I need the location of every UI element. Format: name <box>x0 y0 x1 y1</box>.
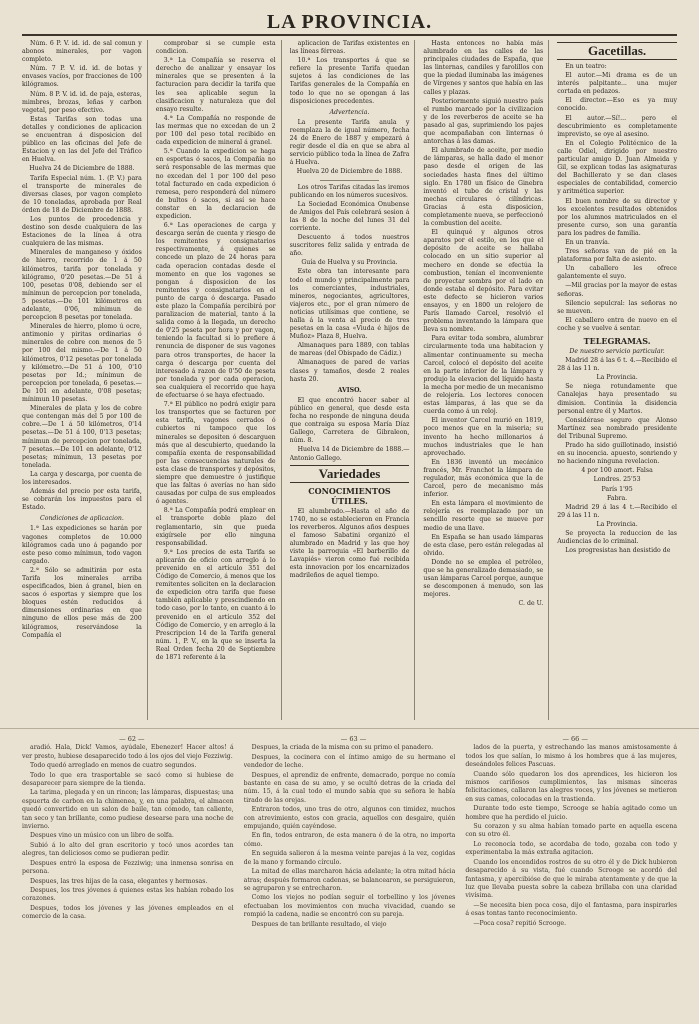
paragraph: Los progresistas han desistido de <box>565 547 671 555</box>
conditions-heading: Condiciones de aplicacion. <box>39 515 124 523</box>
paragraph: Despues, el aprendiz de enfrente, demacrado, porque no comía bastante en casa de su amo, y se ocultó detras de la criada del núm. 15, á la cual todo el mundo sabía que su señora le había tirado de las orejas. <box>243 771 456 804</box>
paragraph: Madrid 29 á las 4 t.—Recibido el 29 á las 11 n. <box>557 503 677 519</box>
paragraph: comprobar si se cumple esta condicion. <box>155 40 276 56</box>
paragraph: Despues, las tres hijas de la casa, elegantes y hermosas. <box>30 877 208 885</box>
paragraph: El buen nombre de su director y los excelentes resultados obtenidos por los alumnos matriculados en el presente curso, son una garantía para los padres de familia. <box>557 197 677 237</box>
paragraph: —Poca cosa? repitió Scrooge. <box>473 919 567 927</box>
paragraph: Se niega rotundamente que Canalejas haya presentado su dimision. Continúa la disidencia personal entre él y Martos. <box>557 383 677 415</box>
paragraph: 3.ª La Compañía se reserva el derecho de analizar y ensayar los minerales que se presenten á la facturacion para decidir la tarifa que les sea aplicable segun la clasificacion y naturaleza que del ensayo resulte. <box>155 57 276 113</box>
paragraph: Almanaques para 1889, con tablas de mareas (del Obispado de Cádiz.) <box>289 342 410 358</box>
paragraph: Se proyecta la reduccion de las Audiencias de lo criminal. <box>557 529 677 546</box>
paragraph: Núm. 8 P. V. id. id. de paja, esteras, mimbres, brozas, leñas y carbon vegetal, por peso efectivo. <box>22 90 142 114</box>
paragraph: Todo lo que era trasportable se sacó como si hubiese de desaparecer para siempre de la tienda. <box>22 771 234 788</box>
variedades-heading: Variedades <box>290 465 410 483</box>
paragraph: Todo quedó arreglado en menos de cuatro segundos. <box>30 762 197 770</box>
paragraph: 4 por 100 amort. Falsa <box>581 467 653 475</box>
conocimientos-heading: CONOCIMIENTOS ÚTILES. <box>308 485 391 506</box>
paragraph: El director.—Eso es ya muy conocido. <box>557 97 677 113</box>
paragraph: Despues entró la esposa de Fezziwig; una inmensa sonrisa en persona. <box>22 859 234 876</box>
paragraph: Huelva 20 de Diciembre de 1888. <box>296 168 403 176</box>
paragraph: Posteriormente siguió nuestro país el rumbo marcado por la civilizacion y de los reverberos de aceite se ha pasado al gas, suprimiendo los pajes que acompañaban con linternas ó antorchas á las damas. <box>423 97 544 146</box>
paragraph: Silencio sepulcral: las señoras no se mueven. <box>557 299 677 315</box>
page-number: — 66 — <box>562 735 588 743</box>
paragraph: 8.ª La Compañía podrá emplear en el transporte doble plazo del reglamentario, sin que pueda exigírsele por ello ninguna responsabilidad. <box>155 507 276 547</box>
paragraph: Para evitar toda sombra, alumbrar circularmente toda una habitacion y alimentar continuamente su mecha Carcel, colocó el depósito del aceite en la parte inferior de la lámpara y produjo la elevacion del líquido hasta la mecha por medio de un mecanismo de relojería. Los lectores conocen estas lámparas, á las que se da cuerda como á un reloj. <box>423 335 544 416</box>
paragraph: El quinqué y algunos otros aparatos por el estilo, en los que el depósito de aceite se hallaba colocado en un sitio superior al mechero en donde se efectúa la combustion, tenían el inconveniente de proyectar sombra por el lado en donde estaba el depósito. Para evitar este defecto se hicieron varios ensayos, y en 1800 un relojero de París llamado Carcel, resolvió el problema inventando la lámpara que lleva su nombre. <box>423 229 544 334</box>
paragraph: 10.ª Los transportes á que se refiere la presente Tarifa quedan sujetos á las condiciones de las Tarifas generales de la Compañía en todo lo que no se opongan á las disposiciones precedentes. <box>289 57 410 105</box>
paragraph: 4.ª La Compañía no responde de las mermas que no excedan de un 2 por 100 del peso total recibido en cada expedicion de mineral á granel. <box>155 114 276 147</box>
paragraph: Lo reconocía todo, se acordaba de todo, gozaba con todo y experimentaba la más extraña agitacion. <box>465 840 678 857</box>
paragraph: Tres señoras van de pié en la plataforma por falta de asiento. <box>557 248 677 264</box>
column-4 <box>423 40 549 720</box>
paragraph: En 1836 inventó un mecánico francés, Mr. Franchot la lámpara de regulador, más económica que la de Carcel, pero de mecanismo más inferior. <box>423 458 544 499</box>
paragraph: aplicacion de Tarifas existentes en las líneas férreas. <box>289 40 410 56</box>
paragraph: Huelva 24 de Diciembre de 1888. <box>29 165 135 173</box>
paragraph: El caballero entra de nuevo en el coche y se vuelve á sentar. <box>557 316 677 332</box>
paragraph: Un caballero les ofrece galantemente el suyo. <box>557 265 677 281</box>
paragraph: 5.ª Cuando la expedicion se haga en esportas ó sacos, la Compañía no será responsable de las mermas que no excedan del 1 por 100 del peso total facturado en cada expedicion ó remesa, pero responderá del número de bultos ó sacos, si así se hace constar en la declaracion de expedicion. <box>155 148 276 220</box>
paragraph: Huelva 14 de Diciembre de 1888.—Antonio Gallego. <box>289 446 410 462</box>
paragraph: Cuando los encendidos rostros de su otro él y de Dick hubieron desaparecido á su vista, fué cuando Scrooge se acordó del fantasma, y apercibióse de que le miraba atentamente y de que la luz que llevaba puesta sobre la cabeza brillaba con una claridad vivísima. <box>465 858 678 900</box>
paragraph: Prado ha sido guillotinado, insistió en su inocencia. apuesto, sonriendo y no haciendo ninguna revelacion. <box>557 442 677 466</box>
paragraph: —Mil gracias por la mayor de estas señoras. <box>557 282 677 298</box>
paragraph: Despues, los tres jóvenes á quienes estas les habían robado los corazones. <box>22 886 234 903</box>
serial-column-3 <box>465 735 677 1015</box>
masthead <box>22 8 677 36</box>
paragraph: 7.ª El público no podrá exigir para los transportes que se facturen por esta tarifa, vagones cerrados ó cubiertos ni tampoco que los minerales se depositen ó descarguen más que al descubierto, quedando la compañía exenta de responsabilidad por las consecuencias naturales de esta clase de transportes y depósitos, siempre que demuestre ó justifique que las faltas ó averías no han sido causadas por culpa de sus empleados ó agentes. <box>155 401 276 506</box>
paragraph: 9.ª Los precios de esta Tarifa se aplicarán de oficio con arreglo á lo prevenido en el artículo 351 del Código de Comercio, á menos que los remitentes soliciten en la declaracion de expedicion otra tarifa que fuese también aplicable y prescindiendo en todo caso, por lo tanto, en cuanto á lo prevenido en el artículo 352 del Código de Comercio, y en arreglo á la Prescripcion 14 de la Tarifa general núm. 1, P. V., en la que se inserta la Real Orden fecha 20 de Septiembre de 1871 referente á la <box>155 548 276 662</box>
paragraph: Minerales de hierro, plomo ú ocre, antimonio y piritas ordinarias ó minerales de cobre con menos de 5 por 100 del mismo.—De 1 á 50 kilómetros, 0'12 pesetas por tonelada y kilómetro.—De 51 á 100, 0'10 pesetas por Id.; mínimun de percepcion por tonelada, 6 pesetas.—De 101 en adelante, 0'08 pesetas; mínimun 10 pesetas. <box>22 323 142 404</box>
paragraph: La Provincia. <box>596 520 638 528</box>
column-2 <box>156 40 282 720</box>
paragraph: Almanaques de pared de varias clases y tamaños, desde 2 reales hasta 20. <box>289 359 410 383</box>
paragraph: Como los viejos no podían seguir el torbellino y los jóvenes efectuaban los movimientos con mucha vivacidad, cuando se rompió la cadena, nadie se encontró con su pareja. <box>243 894 456 919</box>
paragraph: Este obra tan interesante para todo el mundo y principalmente para los comerciantes, industriales, mineros, negociantes, agricultores, viajeros etc., por el gran número de noticias utilísimas que contiene, se halla á la venta al precio de tres pesetas en la casa «Viuda é hijos de Muñoz» Plaza 8, Huelva. <box>289 268 410 341</box>
paragraph: El que encontró hacer saber al público en general, que desde esta fecha no responde de ninguna deuda que contraiga su esposa María Díaz Gallego, Carretera de Gibraleon, núm. 8. <box>289 396 410 445</box>
paragraph: Londres. 25'53 <box>593 476 641 484</box>
divider <box>320 180 380 181</box>
paragraph: 2.ª Sólo se admitirán por esta Tarifa los minerales arriba especificados, bien á granel, bien en sacos ó esportas y siempre que los bloques estén reducidos á dimensiones ordinarias en que ninguno de ellos pese más de 200 kilógramos, reservándose la Compañía el <box>22 566 142 639</box>
paragraph: 6.ª Las operaciones de carga y descarga serán de cuenta y riesgo de los remitentes y consignatarios respectivamente, á quienes se concede un plazo de 24 horas para cada operacion contadas desde el momento en que los vagones se pongan á disposicion de los remitentes y consignatarios en el punto de carga ó descarga. Pasado este plazo la Compañía percibirá por paralizacion de material, tanto á la salida como á la llegada, un derecho de 0'25 peseta por hora y por vagon, teniendo la facultad si lo prefiere á renuncia de disponer de sus vagones para otros transportes, de hacer la carga ó descarga por cuenta del interesado á razon de 0'50 de peseta por tonelada y por cada operacion, sea cualquiera el recorrido que haya de efectuarse ó se haya efectuado. <box>155 222 276 400</box>
signature: C. de U. <box>518 600 544 608</box>
paragraph: Núm. 7 P. V. id. id. de botas y envases vacíos, por fracciones de 100 kilógramos. <box>22 65 142 89</box>
tarifa-heading: Tarifa Especial núm. 1. (P. V.) para el transporte de minerales de diversas clases, por vagon completo de 10 toneladas, aprobada por Real órden de 18 de Diciembre de 1888. <box>22 174 142 214</box>
paragraph: En el Colegio Politécnico de la calle Odiel, dirigido por nuestro particular amigo D. Juan Almeida y Gil, se explican todas las asignaturas del Bachillerato y se dan clases especiales de contabilidad, comercio y aritmética superior. <box>557 139 677 196</box>
paragraph: Además del precio por esta tarifa, se cobrarán los impuestos para el Estado. <box>22 488 142 512</box>
telegramas-subheading: De nuestro servicio particular. <box>569 348 665 355</box>
paragraph: El alumbrado.—Hasta el año de 1740, no se establecieron en Francia los reverberos. Algunos años despues el famoso Sabatini organizó el alumbrado en Madrid y las que hoy viste la parroquia «El barberillo de Lavapiés» vieron como fué recibida esta innovacion por los encarnizados madrileños de aquel tiempo. <box>289 507 410 580</box>
paragraph: Despues vino un músico con un libro de solfa. <box>30 832 174 840</box>
serial-column-1 <box>22 735 234 1015</box>
paragraph: Durante todo este tiempo, Scrooge se había agitado como un hombre que ha perdido el juicio. <box>465 805 678 821</box>
page-fold-line <box>0 728 699 729</box>
guia-heading: Guía de Huelva y su Provincia. <box>301 259 398 267</box>
paragraph: Subió á lo alto del gran escritorio y tocó unos acordes tan alegres, tan deliciosos como se pudieran pedir. <box>22 841 234 858</box>
paragraph: Considérase seguro que Alonso Martínez sea nombrado presidente del Tribunal Supremo. <box>557 416 677 440</box>
telegramas-heading: TELEGRAMAS. <box>583 336 651 346</box>
page-number: — 63 — <box>340 735 367 743</box>
newspaper-title: LA PROVINCIA. <box>266 11 433 33</box>
serial-section <box>22 735 677 1015</box>
paragraph: Los puntos de procedencia y destino son desde cualquiera de las Estaciones de la línea á otra cualquiera de las mismas. <box>22 215 142 248</box>
paragraph: Despues, todos los jóvenes y las jóvenes empleados en el comercio de la casa. <box>22 904 234 921</box>
paragraph: En esta lámpara el movimiento de relojería es reemplazado por un sencillo resorte que se mueve por medio de una llave. <box>423 500 544 532</box>
paragraph: En un tranvía. <box>565 238 610 246</box>
paragraph: La presente Tarifa anula y reemplaza la de igual número, fecha 24 de Enero de 1887 y empezará á regir desde el día en que se abra al servicio público toda la línea de Zafra á Huelva. <box>289 118 410 167</box>
paragraph: La tarima, plegada y en un rincon; las lámparas, dispuestas; una espuerta de carbon en la chimenea, y, en una palabra, el almacen quedó convertido en un salon de baile, tan cómodo, tan caliente, tan seco y tan brillante, como pudiese desearse para una noche de invierno. <box>22 789 234 831</box>
paragraph: La Sociedad Económica Onubense de Amigos del País celebrará sesion á las 8 de la noche del lunes 31 del corriente. <box>289 200 410 232</box>
paragraph: Fabra. <box>607 494 628 502</box>
column-1 <box>22 40 148 720</box>
aviso-heading: AVISO. <box>337 386 362 394</box>
paragraph: Despues de tan brillante resultado, el viejo <box>251 920 387 928</box>
paragraph: Cuando sólo quedaron los dos aprendices, les hicieron los mismos cariñosos cumplimientos, las mismas sinceras felicitaciones, callaron las alegres voces, y los jóvenes se metieron en sus camas, colocadas en la trastienda. <box>465 770 678 803</box>
column-5 <box>557 40 677 720</box>
column-3 <box>290 40 416 720</box>
paragraph: Despues, la cocinera con el íntimo amigo de su hermano el vendedor de leche. <box>243 753 456 770</box>
paragraph: Minerales de plata y los de cobre que contengan más del 5 por 100 de cobre.—De 1 á 50 kilómetros, 0'14 pesetas.—De 51 á 100, 0'13 pesetas; mínimun de percepcion por tonelada, 7 pesetas.—De 101 en adelante, 0'12 pesetas; mínimun, 13 pesetas por tonelada. <box>22 405 142 469</box>
paragraph: Su corazon y su alma habían tomado parte en aquella escena con su otro él. <box>465 823 678 839</box>
paragraph: Los otros Tarifas citadas las iremos publicando en los números sucesivos. <box>289 183 410 199</box>
paragraph: París 1'95 <box>601 485 633 493</box>
paragraph: Despues, la criada de la misma con su primo el panadero. <box>251 744 434 752</box>
paragraph: La Provincia. <box>596 374 638 382</box>
paragraph: El alumbrado de aceite, por medio de lámparas, se halla dado el menor paso desde el origen de las sociedades hasta fines del último siglo. En 1780 un físico de Ginebra inventó el tubo de cristal y las mechas circulares ó cilíndricas. Gracias á esta disposicion, completamente nueva, se perfeccionó la combustion del aceite. <box>423 147 544 228</box>
paragraph: Donde no se emplea el petróleo, que se ha generalizado demasiado, se usan lámparas Carcel porque, aunque se descomponen á menudo, son las mejores. <box>423 558 544 599</box>
paragraph: En un teatro: <box>565 63 607 70</box>
gacetillas-heading: Gacetillas. <box>557 42 677 60</box>
columns-area <box>22 40 677 720</box>
paragraph: Minerales de manganeso y óxidos de hierro, recorrido de 1 á 50 kilómetros, tarifa por tonelada y kilógramo, 0'20 pesetas.—De 51 á 100, pesetas 0'08, debiendo ser el mínimun de percepcion por tonelada, 5 pesetas.—De 101 kilómetros en adelante, 0'06, mínimun de percepcion 8 pesetas por tonelada. <box>22 249 142 322</box>
paragraph: En fin, todos entraron, de esta manera ó de la otra, no importa cómo. <box>243 832 456 848</box>
paragraph: 1.ª Las expediciones se harán por vagones completos de 10.000 kilógramos cada uno á pagando por este peso como mínimun, todo vagon cargado. <box>22 525 142 565</box>
paragraph: Estas Tarifas son todas una detalles y condiciones de aplicacion se encuentran á disposicion del público en las oficinas del Jefe de Estacion y en las del Jefe del Tráfico en Huelva. <box>22 115 142 164</box>
paragraph: En España se han usado lámparas de esta clase, pero están relegadas al olvido. <box>423 533 544 557</box>
paragraph: El autor.—Sí!... pero el descubrimiento es completamente imprevisto, se oye al asesino. <box>557 114 677 138</box>
paragraph: —Se necesita bien poca cosa, dijo el fantasma, para inspirarles á esas tontas tanto reconocimiento. <box>465 901 678 918</box>
paragraph: El inventor Carcel murió en 1819, poco menos que en la miseria; su invento ha hecho millonarios á muchos industriales que le han aprovechado. <box>423 417 544 457</box>
paragraph: Madrid 28 á las 6 t. 4.—Recibido el 28 á las 11 n. <box>557 357 677 373</box>
paragraph: lados de la puerta, y estrechando las manos amistosamente á todos los que salían, lo mismo á los hombres que á las mujeres, deseándoles felices Pascuas. <box>465 744 678 769</box>
paragraph: En seguida salieron á la mesma veinte parejas á la vez, cogidas de la mano y formando círculo. <box>243 850 456 866</box>
paragraph: Núm. 6 P. V. id. id. de sal comun y abonos minerales, por vagon completo. <box>22 40 142 64</box>
page-number: — 62 — <box>119 735 145 743</box>
paragraph: Entraron todos, uno tras de otro, algunos con timidez, muchos con atrevimiento, estos con gracia, aquellos con desgaire, quién empujando, quién cayéndose. <box>243 806 456 831</box>
paragraph: Hasta entonces no había más alumbrado en las calles de las principales ciudades de España, que las linternas, candiles y farolillos con que la piedad iluminaba las imágenes de Vírgenes y santos que había en las calles y plazas. <box>423 40 544 96</box>
advertencia-heading: Advertencia. <box>329 108 370 116</box>
paragraph: La carga y descarga, por cuenta de los interesados. <box>22 470 142 486</box>
paragraph: El autor.—Mi drama es de un interés palpitante... una mujer cortada en pedazos. <box>557 72 677 96</box>
serial-column-2 <box>244 735 456 1015</box>
paragraph: Descuento á todos nuestros suscritores feliz salida y entrada de año. <box>289 234 410 258</box>
paragraph: aradió. Hala, Dick! Vamos, ayúdale, Ebenezer! Hacer altos! á ver presto, hubiese desaparecido todo á los ojos del viejo Fezziwig. <box>22 744 234 760</box>
paragraph: La mitad de ellas marcharon hácia adelante; la otra mitad hácia atras; después formaron cadenas, se balancearon, se persiguieron, se agruparon y se entrecharon. <box>243 868 456 892</box>
